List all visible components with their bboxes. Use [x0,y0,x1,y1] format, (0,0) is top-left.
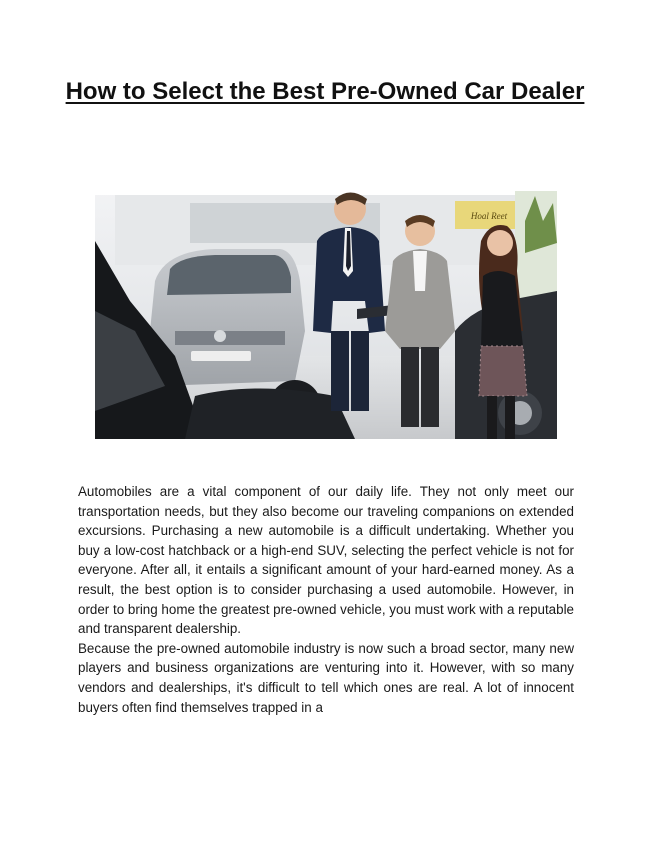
dealership-photo [95,181,557,439]
page-title: How to Select the Best Pre-Owned Car Dealer [65,78,585,105]
svg-text:Hoal Reet: Hoal Reet [470,211,508,221]
paragraph-1: Automobiles are a vital component of our daily life. They not only meet our transportation needs, but they also become our traveling companions on extended excursions. Purchasing a new automobile is a difficult undertaking. Whether you buy a low-cost hatchback or a high-end SUV, selecting the perfect vehicle is not for everyone. After all, it entails a significant amount of your hard-earned money. As a result, the best option is to consider purchasing a used automobile. However, in order to bring home the greatest pre-owned vehicle, you must work with a reputable and transparent dealership. [78,484,574,637]
paragraph-2: Because the pre-owned automobile industry is now such a broad sector, many new players and business organizations are venturing into it. However, with so many vendors and dealerships, it's difficult to tell which ones are real. A lot of innocent buyers often find themselves trapped in a [78,640,574,715]
article-body [78,482,574,717]
